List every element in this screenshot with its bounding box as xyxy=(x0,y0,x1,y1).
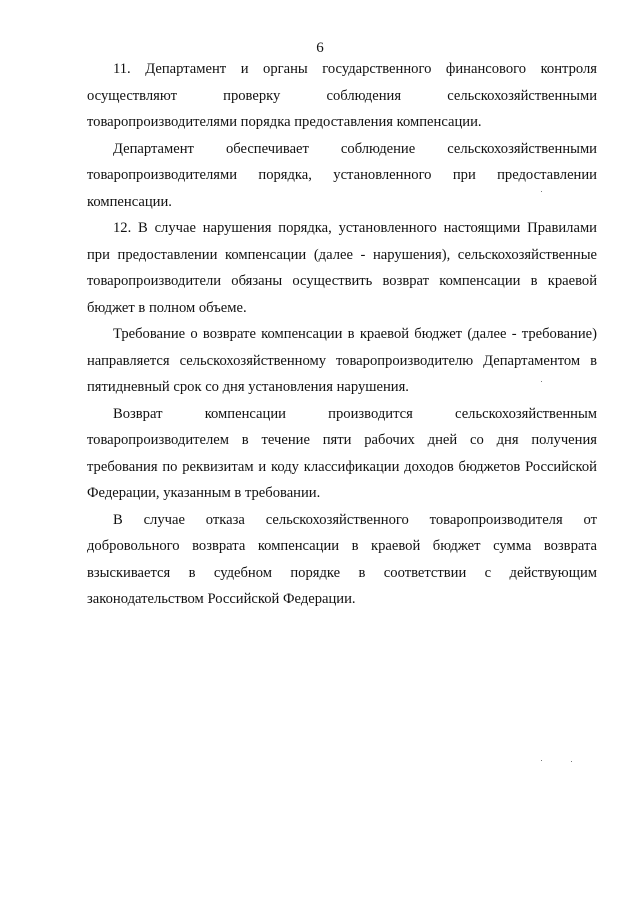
scan-speck xyxy=(541,760,542,761)
paragraph-11-control: 11. Департамент и органы государственного финансового контроля осуществляют проверку соблюдения сельскохозяйственными товаропроизводителями порядка предоставления компенсации. xyxy=(87,61,597,130)
scan-speck xyxy=(541,191,542,192)
paragraph-refusal-court: В случае отказа сельскохозяйственного товаропроизводителя от добровольного возврата компенсации в краевой бюджет сумма возврата взыскивается в судебном порядке в соответствии с действующим законодательством Российской Федерации. xyxy=(87,511,597,607)
scan-speck xyxy=(541,381,542,382)
scan-speck xyxy=(571,761,572,762)
paragraph-department-ensures: Департамент обеспечивает соблюдение сельскохозяйственными товаропроизводителями порядка, установленного при предоставлении компенсации. xyxy=(87,140,597,210)
paragraph-return-procedure: Возврат компенсации производится сельскохозяйственным товаропроизводителем в течение пяти рабочих дней со дня получения требования по реквизитам и коду классификации доходов бюджетов Российской Федерации, указанным в требовании. xyxy=(87,405,597,501)
paragraph-12-violation: 12. В случае нарушения порядка, установленного настоящими Правилами при предоставлении компенсации (далее - нарушения), сельскохозяйственные товаропроизводители обязаны осуществить возврат компенсации в краевой бюджет в полном объеме. xyxy=(87,220,597,316)
paragraph-requirement: Требование о возврате компенсации в краевой бюджет (далее - требование) направляется сельскохозяйственному товаропроизводителю Департаментом в пятидневный срок со дня установления нарушения. xyxy=(87,326,597,395)
document-body xyxy=(87,56,597,613)
page-number: 6 xyxy=(316,40,324,56)
